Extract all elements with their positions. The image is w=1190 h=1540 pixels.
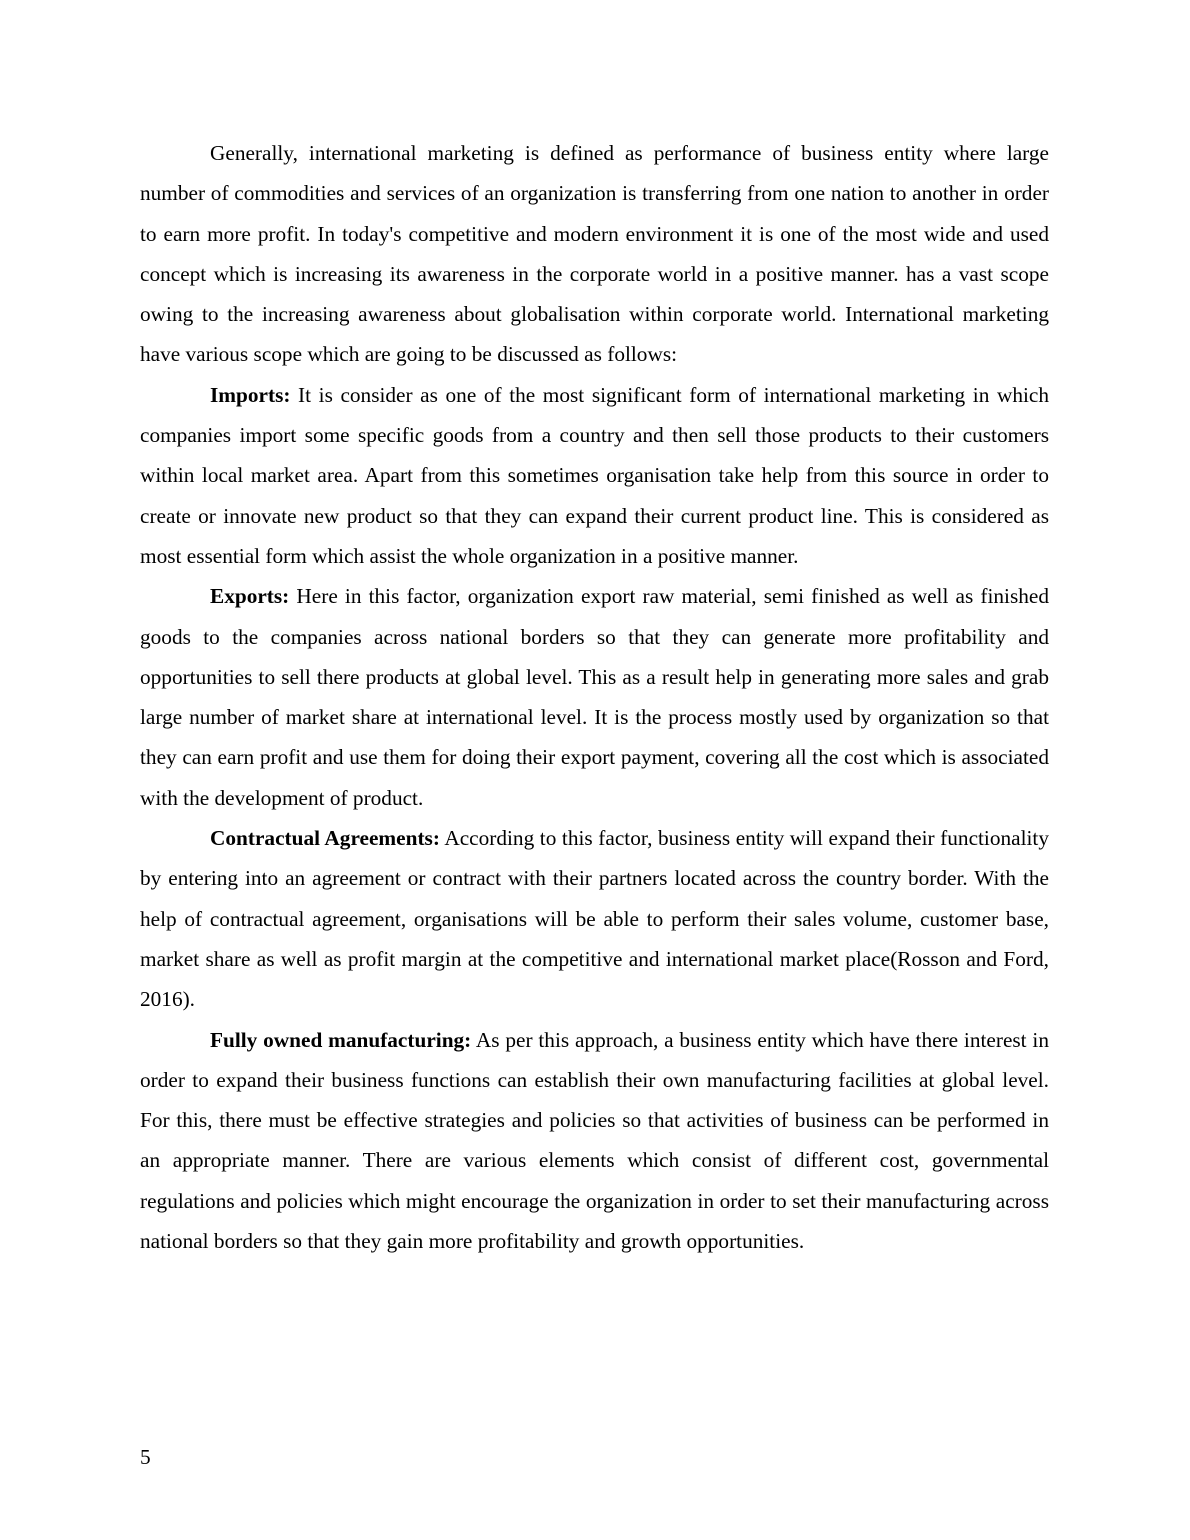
paragraph-lead: Imports:	[210, 382, 291, 407]
paragraph-text: According to this factor, business entity will expand their functionality by entering into an agreement or contract with their partners located across the country border. With the help of contractual agreement, organisations will be able to perform their sales volume, customer base, market share as well as profit margin at the competitive and international market place(Rosson and Ford, 2016).	[140, 826, 1049, 1012]
paragraph-intro	[140, 133, 1049, 375]
paragraph-text: Generally, international marketing is defined as performance of business entity where large number of commodities and services of an organization is transferring from one nation to another in order to earn more profit. In today's competitive and modern environment it is one of the most wide and used concept which is increasing its awareness in the corporate world in a positive manner. has a vast scope owing to the increasing awareness about globalisation within corporate world. International marketing have various scope which are going to be discussed as follows:	[140, 141, 1049, 367]
paragraph-imports	[140, 375, 1049, 576]
paragraph-contractual-agreements	[140, 818, 1049, 1019]
paragraph-text: As per this approach, a business entity which have there interest in order to expand their business functions can establish their own manufacturing facilities at global level. For this, there must be effective strategies and policies so that activities of business can be performed in an appropriate manner. There are various elements which consist of different cost, governmental regulations and policies which might encourage the organization in order to set their manufacturing across national borders so that they gain more profitability and growth opportunities.	[140, 1027, 1049, 1254]
body-text	[140, 133, 1049, 1261]
paragraph-exports	[140, 576, 1049, 818]
page-number: 5	[140, 1445, 151, 1469]
paragraph-text: Here in this factor, organization export raw material, semi finished as well as finished goods to the companies across national borders so that they can generate more profitability and opportunities to sell there products at global level. This as a result help in generating more sales and grab large number of market share at international level. It is the process mostly used by organization so that they can earn profit and use them for doing their export payment, covering all the cost which is associated with the development of product.	[140, 584, 1049, 810]
paragraph-text: It is consider as one of the most significant form of international marketing in which companies import some specific goods from a country and then sell those products to their customers within local market area. Apart from this sometimes organisation take help from this source in order to create or innovate new product so that they can expand their current product line. This is considered as most essential form which assist the whole organization in a positive manner.	[140, 382, 1049, 568]
paragraph-lead: Contractual Agreements:	[210, 826, 440, 851]
paragraph-lead: Exports:	[210, 584, 290, 609]
paragraph-fully-owned-manufacturing	[140, 1020, 1049, 1262]
paragraph-lead: Fully owned manufacturing:	[210, 1027, 472, 1052]
